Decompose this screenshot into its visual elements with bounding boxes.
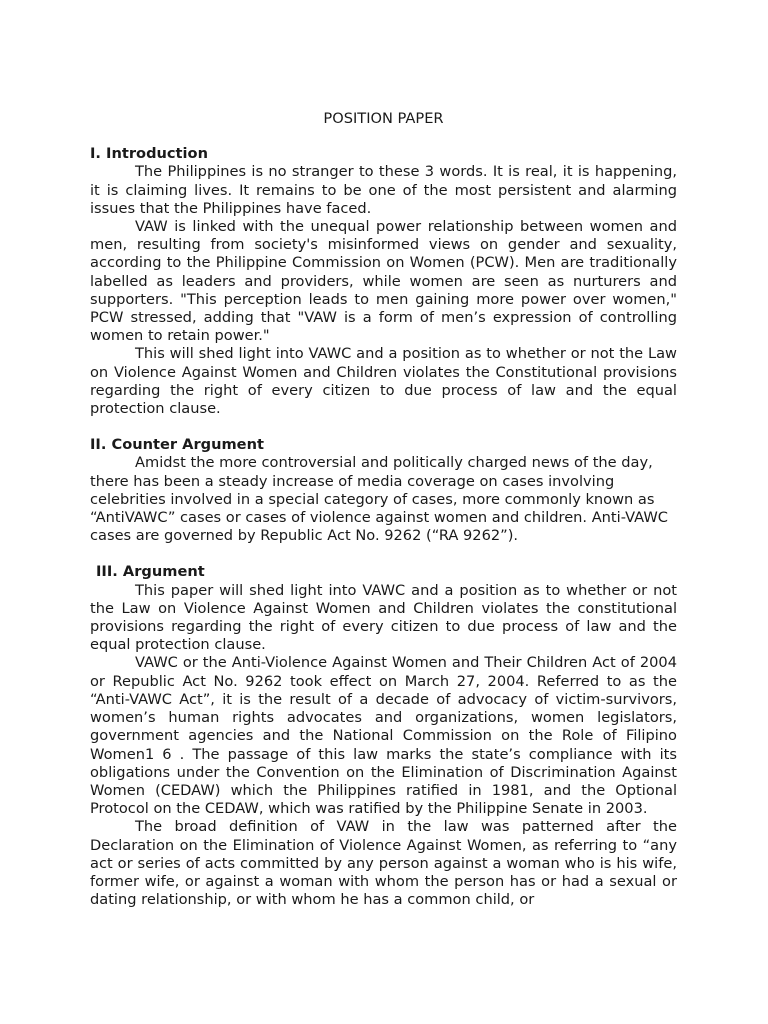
section-heading: III. Argument — [96, 563, 205, 581]
document-page — [90, 110, 677, 927]
paragraph: This paper will shed light into VAWC and a position as to whether or not the Law on Violence Against Women and Children violates the constitutional provisions regarding the right of every citizen to due process of law and the equal protection clause. — [90, 581, 677, 654]
document-title: POSITION PAPER — [323, 110, 444, 127]
paragraph: Amidst the more controversial and politically charged news of the day, there has been a steady increase of media coverage on cases involving celebrities involved in a special category of cases, more commonly known as “AntiVAWC” cases or cases of violence against women and children. Anti-VAWC cases are governed by Republic Act No. 9262 (“RA 9262”). — [90, 454, 668, 545]
paragraph: This will shed light into VAWC and a position as to whether or not the Law on Violence Against Women and Children violates the Constitutional provisions regarding the right of every citizen to due process of law and the equal protection clause. — [90, 345, 677, 418]
section-heading: I. Introduction — [90, 145, 208, 163]
section-introduction — [90, 145, 677, 418]
paragraph: The broad definition of VAW in the law was patterned after the Declaration on the Elimination of Violence Against Women, as referring to “any act or series of acts committed by any person against a woman who is his wife, former wife, or against a woman with whom the person has or had a sexual or dating relationship, or with whom he has a common child, or — [90, 818, 677, 909]
paragraph: The Philippines is no stranger to these 3 words. It is real, it is happening, it is claiming lives. It remains to be one of the most persistent and alarming issues that the Philippines have faced. — [90, 163, 677, 217]
paragraph: VAWC or the Anti-Violence Against Women and Their Children Act of 2004 or Republic Act No. 9262 took effect on March 27, 2004. Referred to as the “Anti-VAWC Act”, it is the result of a decade of advocacy of victim-survivors, women’s human rights advocates and organizations, women legislators, government agencies and the National Commission on the Role of Filipino Women1 6 . The passage of this law marks the state’s compliance with its obligations under the Convention on the Elimination of Discrimination Against Women (CEDAW) which the Philippines ratified in 1981, and the Optional Protocol on the CEDAW, which was ratified by the Philippine Senate in 2003. — [90, 654, 677, 818]
section-heading: II. Counter Argument — [90, 436, 264, 454]
section-argument — [90, 563, 677, 909]
section-counter-argument — [90, 436, 677, 545]
paragraph: VAW is linked with the unequal power relationship between women and men, resulting from society's misinformed views on gender and sexuality, according to the Philippine Commission on Women (PCW). Men are traditionally labelled as leaders and providers, while women are seen as nurturers and supporters. "This perception leads to men gaining more power over women," PCW stressed, adding that "VAW is a form of men’s expression of controlling women to retain power." — [90, 218, 677, 345]
